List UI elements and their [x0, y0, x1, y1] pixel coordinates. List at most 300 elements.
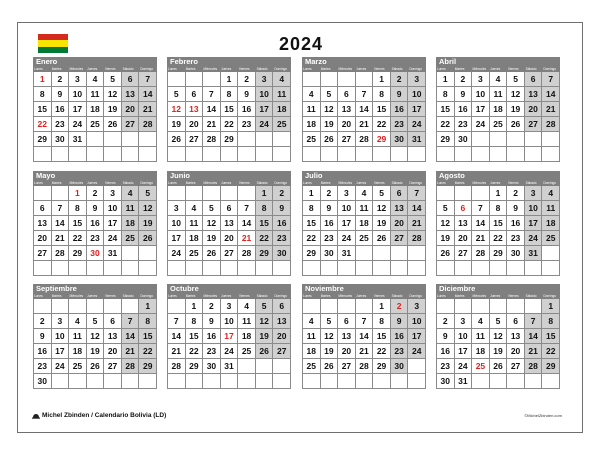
day-cell: 29: [373, 132, 391, 147]
empty-cell: [408, 261, 426, 276]
day-grid: [33, 186, 157, 276]
empty-cell: [321, 261, 339, 276]
weekday-label: Miércoles: [69, 294, 84, 298]
day-cell: 11: [303, 329, 321, 344]
weekday-label: Viernes: [104, 181, 116, 185]
day-cell: 10: [256, 87, 274, 102]
day-cell: 10: [168, 216, 186, 231]
day-cell: 6: [507, 314, 525, 329]
empty-cell: [87, 132, 105, 147]
day-cell: 27: [104, 359, 122, 374]
weekday-label: Martes: [320, 181, 331, 185]
empty-cell: [122, 261, 140, 276]
day-cell: 18: [122, 216, 140, 231]
day-cell: 27: [338, 359, 356, 374]
day-cell: 12: [87, 329, 105, 344]
day-cell: 7: [52, 201, 70, 216]
day-cell: 16: [455, 102, 473, 117]
empty-cell: [87, 299, 105, 314]
day-cell: 10: [525, 201, 543, 216]
day-cell: 24: [472, 117, 490, 132]
empty-cell: [321, 72, 339, 87]
day-cell: 24: [408, 117, 426, 132]
day-cell: 22: [490, 231, 508, 246]
day-cell: 5: [437, 201, 455, 216]
empty-cell: [356, 72, 374, 87]
empty-cell: [168, 147, 186, 162]
day-cell: 12: [321, 102, 339, 117]
day-cell: 31: [69, 132, 87, 147]
day-cell: 1: [373, 72, 391, 87]
day-cell: 26: [139, 231, 157, 246]
weekday-label: Martes: [185, 181, 196, 185]
weekday-label: Lunes: [303, 67, 312, 71]
weekday-label: Sábado: [525, 294, 537, 298]
empty-cell: [238, 374, 256, 389]
empty-cell: [256, 374, 274, 389]
empty-cell: [122, 147, 140, 162]
day-cell: 31: [338, 246, 356, 261]
empty-cell: [321, 374, 339, 389]
weekday-label: Viernes: [238, 294, 250, 298]
day-grid: [302, 299, 426, 389]
year-title: 2024: [278, 34, 324, 54]
empty-cell: [104, 299, 122, 314]
empty-cell: [525, 261, 543, 276]
weekday-label: Viernes: [104, 294, 116, 298]
day-cell: 1: [34, 72, 52, 87]
day-cell: 4: [356, 186, 374, 201]
empty-cell: [373, 246, 391, 261]
empty-cell: [122, 246, 140, 261]
empty-cell: [373, 147, 391, 162]
day-cell: 9: [52, 87, 70, 102]
day-cell: 9: [87, 201, 105, 216]
day-cell: 28: [203, 132, 221, 147]
day-cell: 12: [104, 87, 122, 102]
weekday-label: Miércoles: [338, 181, 353, 185]
day-cell: 22: [437, 117, 455, 132]
day-cell: 27: [391, 231, 409, 246]
day-cell: 3: [408, 299, 426, 314]
day-cell: 21: [408, 216, 426, 231]
empty-cell: [391, 246, 409, 261]
weekday-label: Jueves: [490, 181, 501, 185]
day-grid: [436, 299, 560, 389]
day-cell: 30: [34, 374, 52, 389]
empty-cell: [104, 374, 122, 389]
day-cell: 29: [139, 359, 157, 374]
weekday-label: Miércoles: [472, 67, 487, 71]
weekday-label: Jueves: [490, 67, 501, 71]
day-cell: 24: [455, 359, 473, 374]
day-cell: 30: [455, 132, 473, 147]
weekday-label: Domingo: [140, 67, 154, 71]
day-cell: 17: [104, 216, 122, 231]
month-name: Noviembre: [302, 284, 426, 294]
day-cell: 8: [69, 201, 87, 216]
day-cell: 23: [507, 231, 525, 246]
empty-cell: [507, 261, 525, 276]
weekday-label: Domingo: [274, 181, 288, 185]
empty-cell: [391, 147, 409, 162]
day-cell: 22: [139, 344, 157, 359]
day-cell: 14: [525, 329, 543, 344]
day-cell: 11: [356, 201, 374, 216]
day-cell: 30: [437, 374, 455, 389]
month-name: Mayo: [33, 171, 157, 181]
day-cell: 27: [34, 246, 52, 261]
day-cell: 3: [525, 186, 543, 201]
day-cell: 29: [186, 359, 204, 374]
day-cell: 3: [69, 72, 87, 87]
day-cell: 25: [472, 359, 490, 374]
empty-cell: [256, 261, 274, 276]
day-grid: [167, 186, 291, 276]
day-cell: 25: [238, 344, 256, 359]
month-name: Abril: [436, 57, 560, 67]
day-cell: 19: [507, 102, 525, 117]
day-cell: 10: [408, 87, 426, 102]
day-cell: 7: [408, 186, 426, 201]
day-cell: 26: [373, 231, 391, 246]
day-cell: 8: [437, 87, 455, 102]
weekday-label: Miércoles: [69, 67, 84, 71]
weekday-label: Sábado: [122, 294, 134, 298]
month-name: Marzo: [302, 57, 426, 67]
day-cell: 15: [542, 329, 560, 344]
footer-website: ©MichelZbinden.com: [524, 413, 562, 418]
day-cell: 17: [525, 216, 543, 231]
day-grid: [302, 186, 426, 276]
empty-cell: [525, 147, 543, 162]
day-cell: 1: [69, 186, 87, 201]
empty-cell: [139, 246, 157, 261]
month-name: Octubre: [167, 284, 291, 294]
day-cell: 27: [525, 117, 543, 132]
month-marzo: [302, 57, 426, 162]
month-name: Junio: [167, 171, 291, 181]
day-cell: 10: [104, 201, 122, 216]
day-cell: 29: [542, 359, 560, 374]
day-cell: 16: [52, 102, 70, 117]
weekday-label: Lunes: [168, 294, 177, 298]
day-cell: 14: [52, 216, 70, 231]
day-cell: 15: [437, 102, 455, 117]
empty-cell: [104, 132, 122, 147]
day-cell: 21: [139, 102, 157, 117]
day-cell: 16: [203, 329, 221, 344]
day-cell: 3: [455, 314, 473, 329]
day-grid: [33, 72, 157, 162]
day-cell: 28: [525, 359, 543, 374]
day-cell: 9: [455, 87, 473, 102]
empty-cell: [139, 132, 157, 147]
day-cell: 3: [256, 72, 274, 87]
empty-cell: [238, 147, 256, 162]
day-cell: 7: [238, 201, 256, 216]
empty-cell: [507, 374, 525, 389]
day-cell: 17: [52, 344, 70, 359]
empty-cell: [104, 261, 122, 276]
weekday-label: Jueves: [87, 67, 98, 71]
day-cell: 30: [52, 132, 70, 147]
day-cell: 20: [507, 344, 525, 359]
weekday-label: Miércoles: [203, 294, 218, 298]
empty-cell: [221, 186, 239, 201]
day-cell: 8: [490, 201, 508, 216]
empty-cell: [356, 147, 374, 162]
day-cell: 1: [256, 186, 274, 201]
day-cell: 17: [221, 329, 239, 344]
empty-cell: [122, 132, 140, 147]
day-cell: 9: [203, 314, 221, 329]
weekday-label: Lunes: [168, 67, 177, 71]
day-cell: 18: [542, 216, 560, 231]
day-cell: 12: [373, 201, 391, 216]
empty-cell: [203, 147, 221, 162]
day-cell: 23: [391, 117, 409, 132]
empty-cell: [338, 147, 356, 162]
day-cell: 12: [203, 216, 221, 231]
empty-cell: [203, 261, 221, 276]
day-cell: 4: [303, 314, 321, 329]
empty-cell: [525, 299, 543, 314]
day-cell: 14: [472, 216, 490, 231]
day-cell: 14: [238, 216, 256, 231]
day-cell: 4: [542, 186, 560, 201]
day-cell: 31: [408, 132, 426, 147]
day-cell: 5: [507, 72, 525, 87]
day-cell: 4: [238, 299, 256, 314]
day-cell: 30: [391, 359, 409, 374]
day-cell: 7: [139, 72, 157, 87]
day-cell: 24: [408, 344, 426, 359]
day-cell: 21: [356, 117, 374, 132]
weekday-label: Miércoles: [472, 181, 487, 185]
weekday-label: Miércoles: [69, 181, 84, 185]
weekday-label: Lunes: [34, 181, 43, 185]
day-cell: 14: [356, 102, 374, 117]
day-cell: 27: [273, 344, 291, 359]
empty-cell: [186, 186, 204, 201]
day-cell: 3: [338, 186, 356, 201]
day-cell: 4: [303, 87, 321, 102]
empty-cell: [507, 299, 525, 314]
day-cell: 13: [186, 102, 204, 117]
day-cell: 5: [490, 314, 508, 329]
day-cell: 6: [186, 87, 204, 102]
empty-cell: [69, 374, 87, 389]
day-cell: 28: [542, 117, 560, 132]
weekday-label: Miércoles: [472, 294, 487, 298]
day-cell: 10: [408, 314, 426, 329]
day-cell: 15: [139, 329, 157, 344]
month-junio: [167, 171, 291, 276]
day-cell: 9: [321, 201, 339, 216]
weekday-label: Sábado: [525, 67, 537, 71]
day-cell: 20: [338, 344, 356, 359]
day-cell: 30: [507, 246, 525, 261]
day-cell: 8: [139, 314, 157, 329]
empty-cell: [303, 299, 321, 314]
month-agosto: [436, 171, 560, 276]
weekday-label: Jueves: [490, 294, 501, 298]
day-cell: 12: [507, 87, 525, 102]
weekday-label: Sábado: [391, 67, 403, 71]
day-cell: 8: [542, 314, 560, 329]
day-cell: 30: [87, 246, 105, 261]
day-cell: 15: [373, 329, 391, 344]
empty-cell: [34, 147, 52, 162]
weekday-label: Lunes: [437, 67, 446, 71]
empty-cell: [437, 299, 455, 314]
day-cell: 24: [52, 359, 70, 374]
day-cell: 2: [321, 186, 339, 201]
month-name: Agosto: [436, 171, 560, 181]
weekday-label: Lunes: [168, 181, 177, 185]
day-cell: 28: [168, 359, 186, 374]
weekday-label: Jueves: [87, 294, 98, 298]
day-cell: 4: [69, 314, 87, 329]
day-grid: [436, 186, 560, 276]
day-cell: 18: [490, 102, 508, 117]
weekday-label: Viernes: [238, 67, 250, 71]
day-cell: 14: [139, 87, 157, 102]
day-cell: 6: [338, 87, 356, 102]
empty-cell: [507, 147, 525, 162]
weekday-label: Martes: [454, 294, 465, 298]
day-cell: 2: [437, 314, 455, 329]
empty-cell: [490, 132, 508, 147]
day-cell: 19: [321, 344, 339, 359]
day-cell: 11: [542, 201, 560, 216]
weekday-label: Viernes: [373, 181, 385, 185]
empty-cell: [87, 147, 105, 162]
empty-cell: [139, 374, 157, 389]
day-cell: 6: [104, 314, 122, 329]
footer-credit: [32, 412, 166, 419]
day-cell: 29: [437, 132, 455, 147]
empty-cell: [238, 132, 256, 147]
day-cell: 2: [391, 299, 409, 314]
day-cell: 19: [321, 117, 339, 132]
day-cell: 21: [168, 344, 186, 359]
day-cell: 4: [122, 186, 140, 201]
day-cell: 23: [238, 117, 256, 132]
empty-cell: [373, 261, 391, 276]
empty-cell: [338, 374, 356, 389]
day-cell: 22: [69, 231, 87, 246]
empty-cell: [490, 374, 508, 389]
weekday-label: Martes: [454, 181, 465, 185]
day-cell: 22: [373, 344, 391, 359]
day-cell: 24: [104, 231, 122, 246]
day-cell: 27: [455, 246, 473, 261]
day-cell: 26: [104, 117, 122, 132]
weekday-label: Martes: [51, 181, 62, 185]
day-cell: 28: [356, 359, 374, 374]
day-cell: 13: [338, 102, 356, 117]
month-name: Febrero: [167, 57, 291, 67]
day-cell: 25: [490, 117, 508, 132]
day-cell: 11: [87, 87, 105, 102]
day-cell: 31: [104, 246, 122, 261]
day-cell: 27: [122, 117, 140, 132]
empty-cell: [338, 261, 356, 276]
day-cell: 7: [122, 314, 140, 329]
day-cell: 31: [221, 359, 239, 374]
empty-cell: [542, 147, 560, 162]
day-cell: 14: [122, 329, 140, 344]
empty-cell: [221, 147, 239, 162]
empty-cell: [52, 261, 70, 276]
day-cell: 16: [87, 216, 105, 231]
day-cell: 14: [203, 102, 221, 117]
day-cell: 10: [69, 87, 87, 102]
day-cell: 19: [168, 117, 186, 132]
day-cell: 31: [455, 374, 473, 389]
weekday-label: Jueves: [356, 294, 367, 298]
day-cell: 14: [356, 329, 374, 344]
day-cell: 24: [338, 231, 356, 246]
empty-cell: [408, 147, 426, 162]
empty-cell: [507, 132, 525, 147]
month-noviembre: [302, 284, 426, 389]
day-cell: 16: [437, 344, 455, 359]
day-cell: 28: [356, 132, 374, 147]
weekday-label: Lunes: [303, 294, 312, 298]
month-diciembre: [436, 284, 560, 389]
day-cell: 25: [303, 359, 321, 374]
day-cell: 6: [221, 201, 239, 216]
empty-cell: [168, 374, 186, 389]
day-cell: 1: [437, 72, 455, 87]
month-julio: [302, 171, 426, 276]
day-cell: 10: [455, 329, 473, 344]
day-cell: 26: [321, 132, 339, 147]
day-cell: 22: [221, 117, 239, 132]
day-cell: 19: [87, 344, 105, 359]
weekday-label: Domingo: [140, 294, 154, 298]
day-cell: 17: [168, 231, 186, 246]
day-cell: 17: [455, 344, 473, 359]
day-cell: 22: [186, 344, 204, 359]
day-cell: 6: [122, 72, 140, 87]
day-cell: 22: [34, 117, 52, 132]
weekday-label: Jueves: [356, 181, 367, 185]
empty-cell: [238, 359, 256, 374]
day-cell: 25: [122, 231, 140, 246]
day-cell: 15: [256, 216, 274, 231]
weekday-label: Domingo: [543, 181, 557, 185]
weekday-label: Martes: [454, 67, 465, 71]
day-cell: 11: [273, 87, 291, 102]
weekday-label: Domingo: [274, 67, 288, 71]
day-cell: 27: [338, 132, 356, 147]
day-cell: 2: [34, 314, 52, 329]
day-cell: 3: [221, 299, 239, 314]
day-cell: 10: [221, 314, 239, 329]
empty-cell: [273, 147, 291, 162]
empty-cell: [408, 246, 426, 261]
weekday-label: Domingo: [543, 294, 557, 298]
weekday-label: Jueves: [87, 181, 98, 185]
day-cell: 29: [221, 132, 239, 147]
day-cell: 12: [139, 201, 157, 216]
weekday-label: Sábado: [391, 294, 403, 298]
day-cell: 18: [273, 102, 291, 117]
